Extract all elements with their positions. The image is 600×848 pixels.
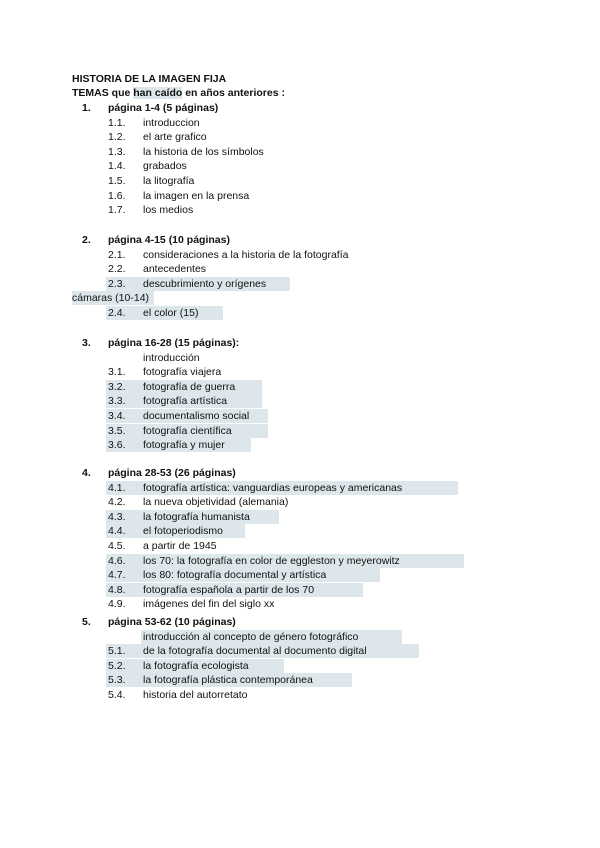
item-number: 4.1. [108,481,126,494]
item-text: la nueva objetividad (alemania) [143,496,289,509]
item-text: la fotografía humanista [143,510,250,523]
item-number: 1.4. [108,160,126,173]
list-item [0,424,600,438]
section-title: página 53-62 (10 páginas) [108,616,236,628]
item-number: 2.2. [108,263,126,276]
item-text: fotografía de guerra [143,380,236,393]
list-item [0,159,600,173]
item-number: 5.2. [108,659,126,672]
list-item [0,568,600,582]
list-item [0,262,600,276]
section-number: 4. [82,467,91,479]
section-number: 2. [82,234,91,246]
item-number: 3.4. [108,410,126,422]
list-item [0,510,600,524]
list-item [0,409,600,423]
item-text: introducción al concepto de género fotográfico [143,630,359,643]
item-number: 3.6. [108,439,126,452]
list-item [0,630,600,644]
list-item [0,189,600,203]
section-number: 5. [82,616,91,628]
item-text: fotografía española a partir de los 70 [143,583,315,596]
item-number: 4.4. [108,525,126,538]
section-heading [0,466,600,480]
list-item [0,583,600,597]
section-title: página 16-28 (15 páginas): [108,337,240,349]
list-item [0,438,600,452]
item-number: 4.3. [108,510,126,523]
section-title: página 1-4 (5 páginas) [108,102,219,114]
item-number: 1.6. [108,189,126,202]
item-number: 1.3. [108,145,126,158]
item-number: 1.2. [108,131,126,144]
list-item [0,659,600,673]
subtitle-highlight: han caído [133,87,183,99]
list-item [0,539,600,553]
item-text: los 80: fotografía documental y artística [143,569,327,582]
list-item [0,248,600,262]
section-number: 3. [82,337,91,349]
item-text: fotografía artística [143,395,228,408]
list-item [0,130,600,144]
list-item [0,203,600,217]
item-text: los medios [143,204,194,217]
list-item [0,145,600,159]
list-item [0,495,600,509]
item-number: 2.3. [108,277,126,290]
item-number: 5.4. [108,689,126,701]
item-text: los 70: la fotografía en color de eggleston y meyerowitz [143,554,400,567]
section-heading [0,336,600,350]
list-item [0,380,600,394]
item-text: grabados [143,160,187,173]
subtitle-post: en años anteriores : [182,87,285,99]
item-text: la fotografía plástica contemporánea [143,674,313,687]
item-number: 4.2. [108,496,126,509]
item-text: el color (15) [143,307,199,319]
item-text: cámaras (10-14) [72,292,150,305]
item-number: 2.4. [108,307,126,319]
list-item [0,644,600,658]
item-text: la fotografía ecologista [143,659,249,672]
item-text: la historia de los símbolos [143,145,264,158]
list-item [0,481,600,495]
item-text: fotografía artística: vanguardias europeas y americanas [143,481,403,494]
list-item [0,351,600,365]
section-number: 1. [82,102,91,114]
list-item [0,394,600,408]
item-text: fotografía y mujer [143,439,225,452]
item-text: de la fotografía documental al documento digital [143,645,367,658]
list-item [0,688,600,702]
item-number: 1.5. [108,175,126,187]
list-item [0,365,600,379]
section-title: página 4-15 (10 páginas) [108,234,230,246]
list-item [0,306,600,320]
item-number: 3.1. [108,366,126,379]
item-text: la imagen en la prensa [143,189,250,202]
list-item [0,597,600,611]
subtitle-pre: TEMAS que [72,87,134,99]
item-number: 4.5. [108,540,126,552]
item-text: a partir de 1945 [143,540,217,552]
section-heading [0,615,600,629]
item-text: descubrimiento y orígenes [143,277,267,290]
item-text: historia del autorretato [143,689,248,701]
item-number: 3.5. [108,424,126,437]
item-text: la litografía [143,175,195,187]
item-text: imágenes del fin del siglo xx [143,598,275,611]
item-number: 5.3. [108,674,126,687]
list-item [0,673,600,687]
section-heading [0,233,600,247]
item-text: antecedentes [143,263,207,276]
item-number: 2.1. [108,248,126,261]
list-item [0,554,600,568]
item-number: 1.7. [108,204,126,217]
list-item [0,116,600,130]
item-number: 3.3. [108,395,126,408]
item-number: 3.2. [108,380,126,393]
section-heading [0,101,600,115]
section-title: página 28-53 (26 páginas) [108,467,236,479]
item-text: documentalismo social [143,410,250,422]
doc-subtitle [72,86,285,100]
item-text: introduccion [143,116,200,129]
doc-title: HISTORIA DE LA IMAGEN FIJA [72,73,227,85]
item-text: consideraciones a la historia de la fotografía [143,248,349,261]
item-number: 4.7. [108,569,126,582]
item-number: 1.1. [108,116,126,129]
list-item [0,277,600,291]
item-text: el arte grafico [143,131,207,144]
item-text: fotografía científica [143,424,232,437]
item-number: 4.6. [108,554,126,567]
item-number: 4.8. [108,583,126,596]
item-number: 5.1. [108,645,126,658]
item-number: 4.9. [108,598,126,611]
item-text: fotografía viajera [143,366,222,379]
list-item [0,291,600,305]
list-item [0,524,600,538]
item-text: el fotoperiodismo [143,525,223,538]
list-item [0,174,600,188]
item-text: introducción [143,351,200,364]
